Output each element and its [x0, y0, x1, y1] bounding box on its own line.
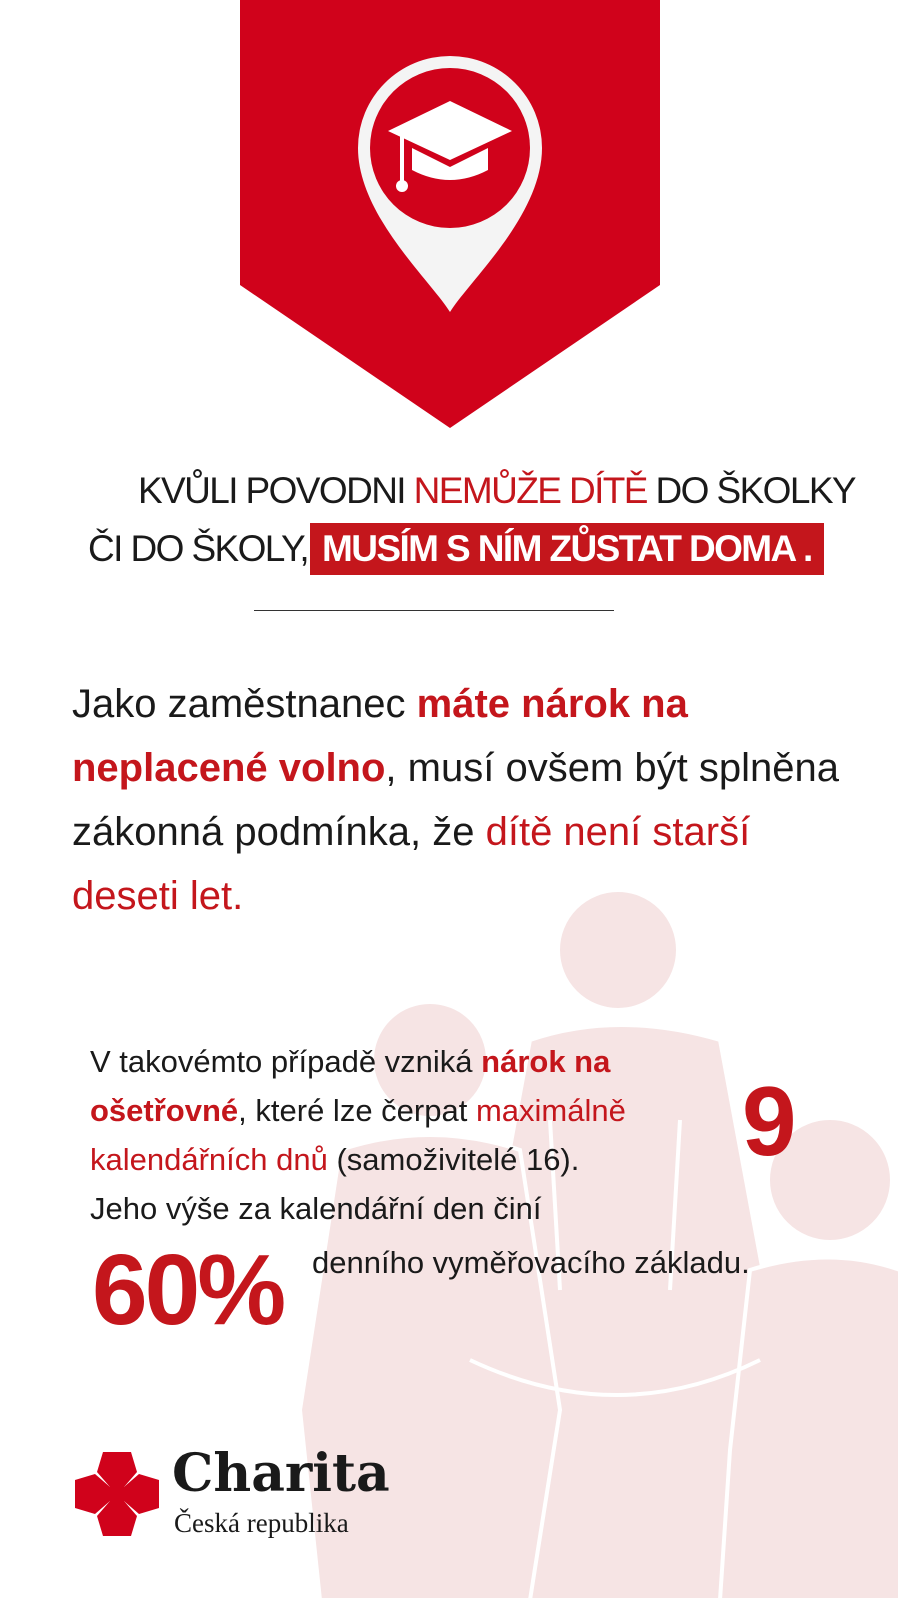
charita-cross-icon [75, 1452, 159, 1536]
paragraph-care-allowance [90, 1037, 750, 1233]
percent-value: 60% [92, 1234, 284, 1346]
para1-condition: dítě není starší deseti let. [72, 810, 751, 918]
headline-line-1 [138, 462, 855, 520]
divider [254, 610, 614, 611]
logo-wordmark: Charita [172, 1443, 390, 1504]
para2-text: Jeho výše za kalendářní den činí [90, 1191, 542, 1226]
para2-text: , které lze čerpat [238, 1093, 476, 1128]
paragraph-leave-entitlement [72, 672, 852, 928]
para2-text: (samoživitelé 16). [327, 1142, 580, 1177]
days-count: 9 [742, 1066, 797, 1176]
banner-graduation-pin [240, 0, 660, 430]
headline-text: KVŮLI POVODNI [137, 470, 414, 511]
headline-emphasis: NEMŮŽE DÍTĚ [413, 470, 647, 511]
headline-line-2 [88, 520, 824, 578]
headline-text: ČI DO ŠKOLY, [88, 528, 309, 569]
para1-text: Jako zaměstnanec [72, 682, 417, 726]
logo-subtitle: Česká republika [174, 1508, 349, 1538]
para1-emphasis: máte nárok na neplacené volno [72, 682, 688, 790]
para2-text: V takovémto případě vzniká [90, 1044, 482, 1079]
para2-emphasis: nárok na ošetřovné [90, 1044, 611, 1128]
para1-text: , musí ovšem být splněna zákonná podmínka, že [72, 746, 839, 854]
headline-text: DO ŠKOLKY [646, 470, 855, 511]
assessment-base-text: denního vyměřovacího základu. [312, 1245, 750, 1280]
para2-max-days: maximálně kalendářních dnů [90, 1093, 626, 1177]
headline-highlight-box: MUSÍM S NÍM ZŮSTAT DOMA . [310, 523, 824, 575]
